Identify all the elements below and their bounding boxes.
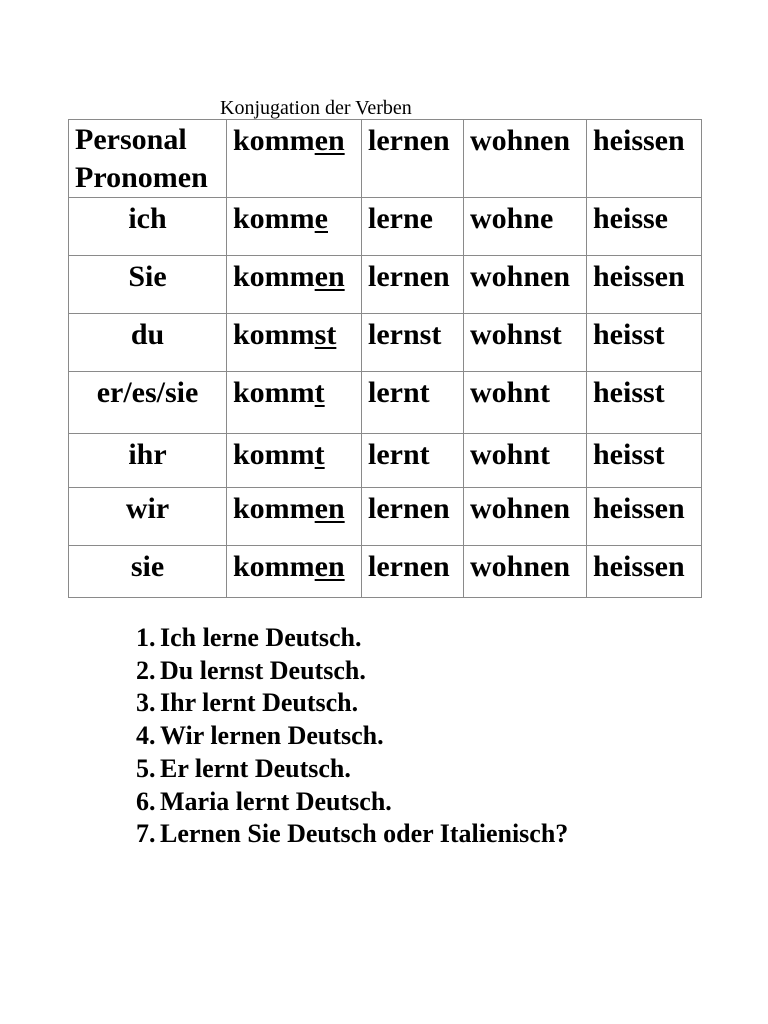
list-number: 3. xyxy=(136,688,156,718)
heissen-cell xyxy=(587,372,702,434)
conjugation-table xyxy=(68,119,702,598)
kommen-cell xyxy=(227,256,362,314)
verb-stem: komm xyxy=(233,492,315,525)
verb-text: lernst xyxy=(368,318,442,351)
table-row xyxy=(69,198,702,256)
table-header-row xyxy=(69,120,702,198)
verb-text: heisst xyxy=(593,438,665,471)
verb-stem: komm xyxy=(233,260,315,293)
pronoun-cell xyxy=(69,434,227,488)
sentence-text: Er lernt Deutsch. xyxy=(160,753,351,783)
pronoun-text: sie xyxy=(130,550,165,583)
verb-ending: en xyxy=(314,124,345,157)
verb-text: wohnt xyxy=(470,438,551,471)
heissen-cell xyxy=(587,198,702,256)
verb-text: heissen xyxy=(593,492,685,525)
lernen-cell xyxy=(362,314,464,372)
pronoun-text: du xyxy=(130,318,165,351)
verb-text: wohnst xyxy=(470,318,562,351)
table-row xyxy=(69,256,702,314)
verb-text: wohnt xyxy=(470,376,551,409)
table-row xyxy=(69,488,702,546)
verb-text: lernt xyxy=(368,376,430,409)
verb-stem: komm xyxy=(233,438,315,471)
pronoun-cell xyxy=(69,372,227,434)
list-number: 5. xyxy=(136,753,156,783)
list-number: 2. xyxy=(136,655,156,685)
header-cell-pronoun xyxy=(69,120,227,198)
verb-stem: komm xyxy=(233,202,315,235)
kommen-cell xyxy=(227,434,362,488)
list-item xyxy=(136,818,568,851)
list-item xyxy=(136,622,568,655)
verb-text: heisse xyxy=(593,202,668,235)
verb-text: lernen xyxy=(368,550,450,583)
verb-text: wohnen xyxy=(470,124,571,157)
wohnen-cell xyxy=(464,314,587,372)
pronoun-cell xyxy=(69,198,227,256)
verb-text: lernen xyxy=(368,124,450,157)
verb-text: wohne xyxy=(470,202,554,235)
lernen-cell xyxy=(362,256,464,314)
verb-text: heissen xyxy=(593,260,685,293)
sentence-text: Lernen Sie Deutsch oder Italienisch? xyxy=(160,819,569,849)
sentence-text: Maria lernt Deutsch. xyxy=(160,786,392,816)
list-item xyxy=(136,753,568,786)
verb-stem: komm xyxy=(233,376,315,409)
verb-ending: t xyxy=(314,376,325,409)
verb-text: heisst xyxy=(593,318,665,351)
pronoun-cell xyxy=(69,256,227,314)
lernen-cell xyxy=(362,488,464,546)
heissen-cell xyxy=(587,314,702,372)
list-number: 4. xyxy=(136,721,156,751)
pronoun-text: wir xyxy=(125,492,170,525)
pronoun-cell xyxy=(69,314,227,372)
verb-text: heissen xyxy=(593,124,685,157)
list-item xyxy=(136,655,568,688)
verb-text: heisst xyxy=(593,376,665,409)
pronoun-cell xyxy=(69,488,227,546)
list-item xyxy=(136,687,568,720)
lernen-cell xyxy=(362,372,464,434)
list-item xyxy=(136,786,568,819)
verb-text: wohnen xyxy=(470,550,571,583)
table-row xyxy=(69,546,702,598)
example-sentences-list xyxy=(136,622,568,851)
wohnen-cell xyxy=(464,256,587,314)
table-row xyxy=(69,314,702,372)
lernen-cell xyxy=(362,546,464,598)
heissen-cell xyxy=(587,434,702,488)
verb-ending: st xyxy=(314,318,337,351)
header-pronoun-line2: Pronomen xyxy=(75,161,208,194)
verb-text: wohnen xyxy=(470,260,571,293)
verb-ending: en xyxy=(314,492,345,525)
verb-text: wohnen xyxy=(470,492,571,525)
verb-text: heissen xyxy=(593,550,685,583)
verb-text: lerne xyxy=(368,202,433,235)
heissen-cell xyxy=(587,256,702,314)
pronoun-text: ich xyxy=(128,202,167,235)
kommen-cell xyxy=(227,488,362,546)
lernen-cell xyxy=(362,434,464,488)
heissen-cell xyxy=(587,546,702,598)
wohnen-cell xyxy=(464,372,587,434)
table-row xyxy=(69,372,702,434)
header-cell-heissen xyxy=(587,120,702,198)
sentence-text: Wir lernen Deutsch. xyxy=(160,721,384,751)
heissen-cell xyxy=(587,488,702,546)
pronoun-text: ihr xyxy=(128,438,167,471)
lernen-cell xyxy=(362,198,464,256)
verb-text: lernt xyxy=(368,438,430,471)
verb-ending: e xyxy=(314,202,328,235)
sentence-text: Du lernst Deutsch. xyxy=(160,655,366,685)
pronoun-cell xyxy=(69,546,227,598)
pronoun-text: Sie xyxy=(128,260,167,293)
verb-stem: komm xyxy=(233,318,315,351)
verb-ending: en xyxy=(314,550,345,583)
header-cell-lernen xyxy=(362,120,464,198)
list-number: 6. xyxy=(136,786,156,816)
document-title: Konjugation der Verben xyxy=(220,97,412,119)
kommen-cell xyxy=(227,546,362,598)
list-number: 7. xyxy=(136,819,156,849)
kommen-cell xyxy=(227,372,362,434)
wohnen-cell xyxy=(464,488,587,546)
kommen-cell xyxy=(227,314,362,372)
verb-stem: komm xyxy=(233,124,315,157)
wohnen-cell xyxy=(464,546,587,598)
header-cell-wohnen xyxy=(464,120,587,198)
header-pronoun-line1: Personal xyxy=(75,123,187,156)
pronoun-text: er/es/sie xyxy=(96,376,199,409)
verb-text: lernen xyxy=(368,260,450,293)
kommen-cell xyxy=(227,198,362,256)
verb-stem: komm xyxy=(233,550,315,583)
verb-ending: en xyxy=(314,260,345,293)
verb-text: lernen xyxy=(368,492,450,525)
sentence-text: Ich lerne Deutsch. xyxy=(160,623,362,652)
list-item xyxy=(136,720,568,753)
verb-ending: t xyxy=(314,438,325,471)
wohnen-cell xyxy=(464,434,587,488)
table-row xyxy=(69,434,702,488)
sentence-text: Ihr lernt Deutsch. xyxy=(160,688,359,718)
header-cell-kommen xyxy=(227,120,362,198)
list-number: 1. xyxy=(136,623,156,652)
wohnen-cell xyxy=(464,198,587,256)
